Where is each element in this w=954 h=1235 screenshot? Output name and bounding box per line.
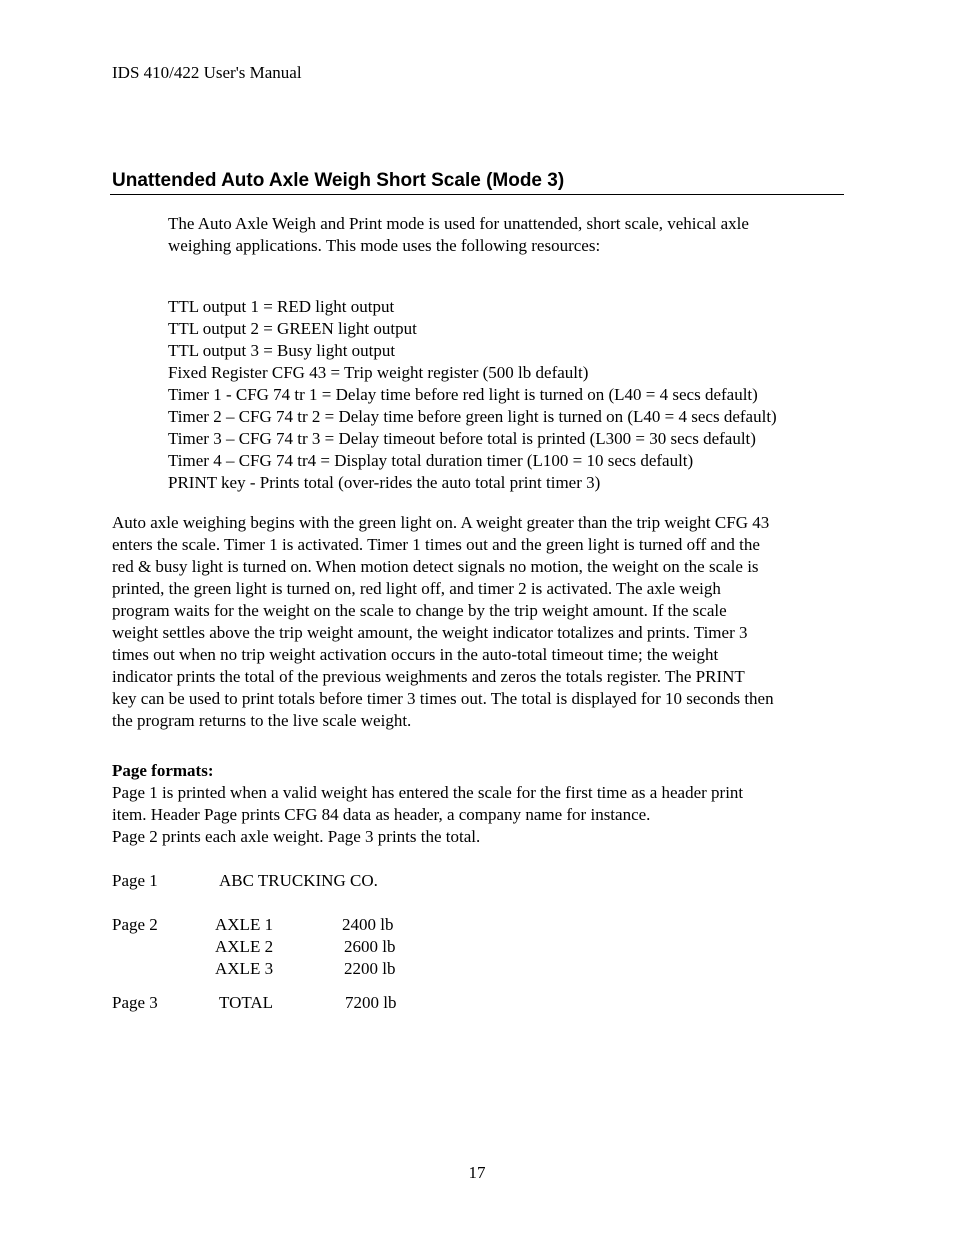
example-page1-label: Page 1 bbox=[112, 871, 158, 890]
resource-item: Fixed Register CFG 43 = Trip weight register (500 lb default) bbox=[168, 363, 589, 382]
body-line: key can be used to print totals before timer 3 times out. The total is displayed for 10 seconds then bbox=[112, 689, 774, 708]
body-line: indicator prints the total of the previous weighments and zeros the totals register. The PRINT bbox=[112, 667, 745, 686]
body-line: Auto axle weighing begins with the green light on. A weight greater than the trip weight CFG 43 bbox=[112, 513, 770, 532]
axle-weight: 2400 lb bbox=[342, 915, 394, 934]
intro-line: weighing applications. This mode uses the following resources: bbox=[168, 236, 601, 255]
resources-list bbox=[168, 296, 777, 494]
description-paragraph bbox=[112, 512, 847, 732]
page-formats-paragraph bbox=[112, 782, 847, 848]
intro-paragraph bbox=[168, 213, 848, 257]
total-weight: 7200 lb bbox=[345, 993, 397, 1012]
title-underline bbox=[110, 194, 844, 195]
page-formats-line: Page 1 is printed when a valid weight has entered the scale for the first time as a header print bbox=[112, 783, 744, 802]
resource-item: Timer 2 – CFG 74 tr 2 = Delay time before green light is turned on (L40 = 4 secs default) bbox=[168, 407, 777, 426]
example-page3-label: Page 3 bbox=[112, 993, 158, 1012]
body-line: weight settles above the trip weight amount, the weight indicator totalizes and prints. Timer 3 bbox=[112, 623, 748, 642]
resource-item: TTL output 1 = RED light output bbox=[168, 297, 395, 316]
axle-weight: 2200 lb bbox=[344, 959, 396, 978]
example-page1-text: ABC TRUCKING CO. bbox=[219, 871, 378, 890]
axle-name: AXLE 1 bbox=[215, 915, 274, 934]
axle-name: AXLE 2 bbox=[215, 937, 274, 956]
axle-weight: 2600 lb bbox=[344, 937, 396, 956]
intro-line: The Auto Axle Weigh and Print mode is used for unattended, short scale, vehical axle bbox=[168, 214, 749, 233]
body-line: enters the scale. Timer 1 is activated. Timer 1 times out and the green light is turned off and the bbox=[112, 535, 760, 554]
total-label: TOTAL bbox=[219, 993, 274, 1012]
resource-item: PRINT key - Prints total (over-rides the auto total print timer 3) bbox=[168, 473, 601, 492]
axle-name: AXLE 3 bbox=[215, 959, 274, 978]
resource-item: TTL output 2 = GREEN light output bbox=[168, 319, 417, 338]
body-line: times out when no trip weight activation occurs in the auto-total timeout time; the weight bbox=[112, 645, 719, 664]
resource-item: Timer 4 – CFG 74 tr4 = Display total duration timer (L100 = 10 secs default) bbox=[168, 451, 694, 470]
resource-item: Timer 3 – CFG 74 tr 3 = Delay timeout before total is printed (L300 = 30 secs default) bbox=[168, 429, 756, 448]
resource-item: Timer 1 - CFG 74 tr 1 = Delay time before red light is turned on (L40 = 4 secs default) bbox=[168, 385, 758, 404]
body-line: printed, the green light is turned on, red light off, and timer 2 is activated. The axle weigh bbox=[112, 579, 721, 598]
page-formats-line: Page 2 prints each axle weight. Page 3 prints the total. bbox=[112, 827, 481, 846]
page-formats-heading: Page formats: bbox=[112, 761, 214, 780]
page-formats-line: item. Header Page prints CFG 84 data as header, a company name for instance. bbox=[112, 805, 651, 824]
example-page2-label: Page 2 bbox=[112, 915, 158, 934]
body-line: program waits for the weight on the scale to change by the trip weight amount. If the scale bbox=[112, 601, 727, 620]
section-title: Unattended Auto Axle Weigh Short Scale (Mode 3) bbox=[112, 170, 565, 191]
body-line: red & busy light is turned on. When motion detect signals no motion, the weight on the scale is bbox=[112, 557, 759, 576]
body-line: the program returns to the live scale weight. bbox=[112, 711, 412, 730]
page-number: 17 bbox=[468, 1163, 486, 1182]
resource-item: TTL output 3 = Busy light output bbox=[168, 341, 396, 360]
running-header: IDS 410/422 User's Manual bbox=[112, 63, 302, 82]
